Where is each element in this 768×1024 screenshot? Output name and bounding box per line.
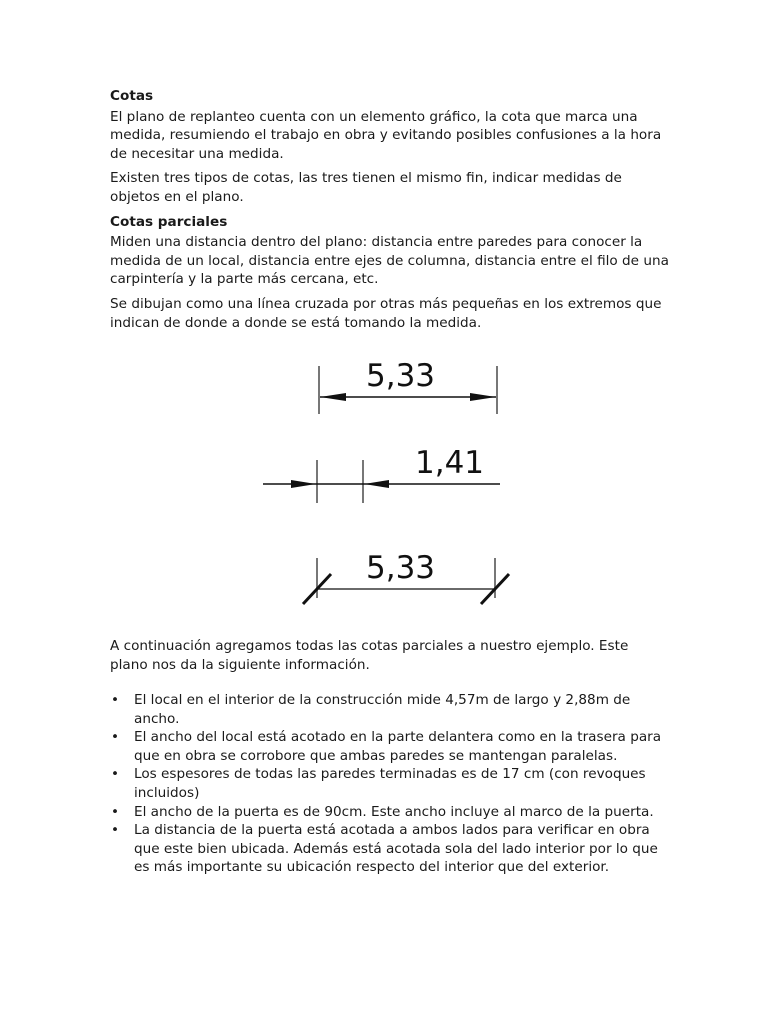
dimension-label-1: 5,33	[366, 358, 436, 394]
dimension-arrows-1	[319, 358, 497, 414]
info-bullet-list	[110, 691, 670, 877]
arrowhead-right	[470, 393, 496, 401]
cotas-paragraph-2: Existen tres tipos de cotas, las tres tienen el mismo fin, indicar medidas de objetos en el plano.	[110, 170, 622, 205]
cotas-heading: Cotas	[110, 88, 154, 104]
list-item: • El ancho del local está acotado en la parte delantera como en la trasera para que en obra se corrobore que ambas paredes se mantengan paralelas.	[111, 729, 662, 764]
list-item: • El local en el interior de la construcción mide 4,57m de largo y 2,88m de ancho.	[111, 692, 631, 727]
parciales-paragraph-1: Miden una distancia dentro del plano: distancia entre paredes para conocer la medida de un local, distancia entre ejes de columna, distancia entre el filo de una carpintería y la parte más cercana, etc.	[110, 234, 669, 288]
dimension-label-3: 5,33	[366, 550, 436, 586]
bullet-icon: •	[111, 729, 120, 746]
list-item: • La distancia de la puerta está acotada a ambos lados para verificar en obra que este bien ubicada. Además está acotada sola del lado interior por lo que es más importante su ubicación respecto del interior que del exterior.	[111, 822, 658, 876]
after-figure-text	[110, 637, 670, 680]
dimension-arrows-2	[263, 445, 500, 503]
bullet-icon: •	[111, 822, 120, 839]
bullet-icon: •	[111, 803, 120, 820]
after-figure-paragraph: A continuación agregamos todas las cotas parciales a nuestro ejemplo. Este plano nos da la siguiente información.	[110, 638, 629, 673]
bullet-icon: •	[111, 766, 120, 783]
arrowhead-left	[320, 393, 346, 401]
parciales-paragraph-2: Se dibujan como una línea cruzada por otras más pequeñas en los extremos que indican de donde a donde se está tomando la medida.	[110, 295, 662, 331]
cotas-parciales-heading: Cotas parciales	[110, 213, 228, 230]
dimension-label-2: 1,41	[415, 445, 485, 481]
bullet-icon: •	[111, 692, 120, 708]
list-item: • Los espesores de todas las paredes terminadas es de 17 cm (con revoques incluidos)	[111, 766, 646, 801]
cotas-paragraph-1: El plano de replanteo cuenta con un elemento gráfico, la cota que marca una medida, resumiendo el trabajo en obra y evitando posibles confusiones a la hora de necesitar una medida.	[110, 108, 662, 162]
list-item: • El ancho de la puerta es de 90cm. Este ancho incluye al marco de la puerta.	[111, 803, 654, 820]
arrowhead-right	[364, 480, 389, 488]
dimension-ticks-3	[303, 550, 509, 604]
arrowhead-left	[291, 480, 316, 488]
